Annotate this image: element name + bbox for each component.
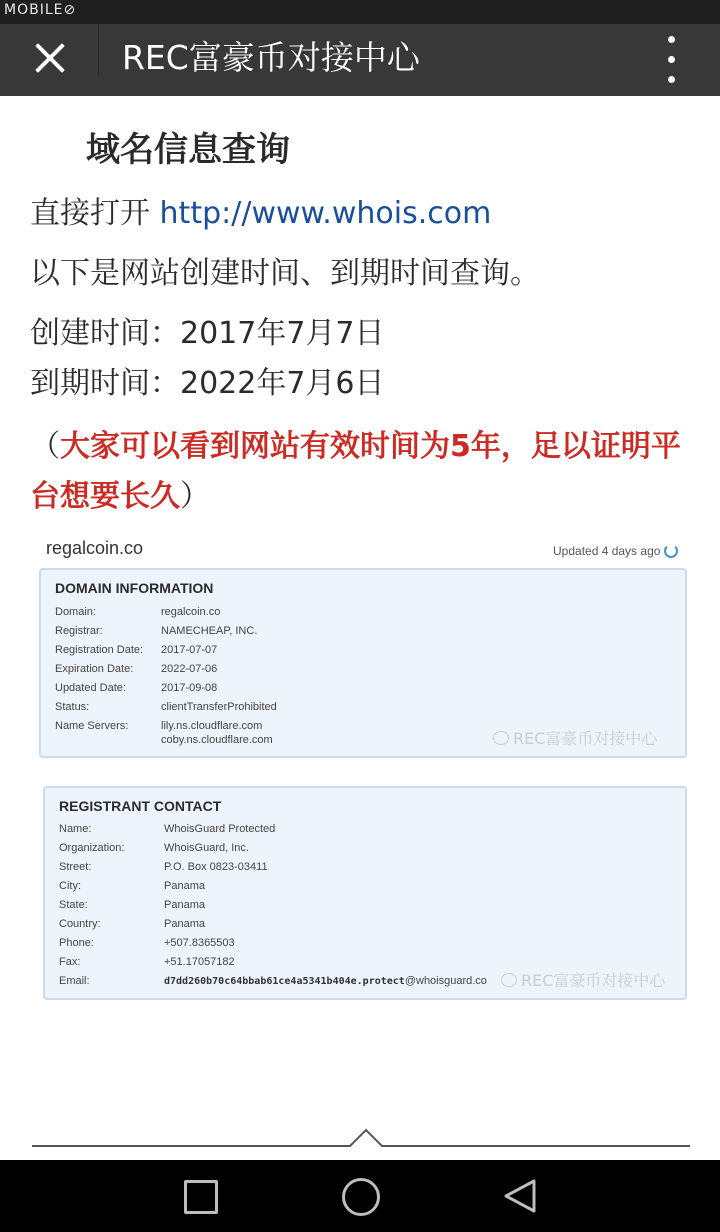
row-value: NAMECHEAP, INC.	[161, 625, 258, 637]
row-key: Fax:	[59, 956, 81, 968]
watermark-text: REC富豪币对接中心	[513, 729, 658, 748]
wechat-icon	[493, 731, 509, 745]
row-key: Status:	[55, 701, 90, 713]
row-key: Name Servers:	[55, 720, 129, 732]
article-heading: 域名信息查询	[86, 130, 290, 170]
article-body	[0, 96, 720, 1160]
highlight-note	[30, 422, 700, 522]
article-end-divider	[32, 1126, 690, 1156]
row-value: P.O. Box 0823-03411	[164, 861, 268, 873]
status-bar	[0, 0, 720, 24]
note-close-paren: ）	[180, 479, 210, 514]
wechat-watermark	[493, 726, 657, 749]
wechat-watermark	[501, 968, 665, 991]
back-icon[interactable]	[502, 1178, 538, 1214]
row-value: Panama	[164, 918, 205, 930]
row-key: Name:	[59, 823, 92, 835]
refresh-icon	[664, 544, 678, 558]
row-value: WhoisGuard, Inc.	[164, 842, 249, 854]
row-key: Organization:	[59, 842, 125, 854]
row-value: Panama	[164, 899, 205, 911]
recent-apps-icon[interactable]	[184, 1180, 218, 1214]
registrant-card	[43, 786, 687, 1000]
note-red-text: 大家可以看到网站有效时间为5年，足以证明平台想要长久	[30, 429, 681, 514]
row-key: Registration Date:	[55, 644, 144, 656]
watermark-text: REC富豪币对接中心	[521, 971, 666, 990]
email-hash: d7dd260b70c64bbab61ce4a5341b404e.protect	[164, 976, 405, 987]
row-value: clientTransferProhibited	[161, 701, 277, 713]
row-value: WhoisGuard Protected	[164, 823, 276, 835]
home-icon[interactable]	[342, 1178, 380, 1216]
row-value-secondary: coby.ns.cloudflare.com	[161, 734, 273, 746]
row-value: Panama	[164, 880, 205, 892]
row-value: lily.ns.cloudflare.com	[161, 720, 263, 732]
row-key: Expiration Date:	[55, 663, 134, 675]
row-key: Email:	[59, 975, 90, 987]
status-watermark: MOBILE⊘	[4, 2, 77, 18]
more-vertical-icon[interactable]	[656, 30, 686, 90]
created-date: 创建时间：2017年7月7日	[30, 316, 385, 351]
instruction-prefix: 直接打开	[30, 196, 160, 231]
row-key: State:	[59, 899, 88, 911]
domain-info-title: DOMAIN INFORMATION	[55, 580, 214, 596]
row-key: City:	[59, 880, 81, 892]
whois-instruction	[30, 192, 491, 236]
row-value	[164, 975, 487, 987]
domain-info-card	[39, 568, 687, 758]
system-nav-bar	[0, 1160, 720, 1232]
row-value: +51.17057182	[164, 956, 235, 968]
row-key: Phone:	[59, 937, 94, 949]
app-header	[0, 24, 720, 96]
row-value: 2017-07-07	[161, 644, 218, 656]
email-domain: @whoisguard.co	[404, 975, 487, 987]
row-value: 2017-09-08	[161, 682, 218, 694]
expiry-date: 到期时间：2022年7月6日	[30, 366, 385, 401]
row-value: regalcoin.co	[161, 606, 221, 618]
whois-link[interactable]: http://www.whois.com	[159, 196, 492, 231]
row-key: Registrar:	[55, 625, 103, 637]
row-key: Country:	[59, 918, 101, 930]
wechat-icon	[501, 973, 517, 987]
whois-updated: Updated 4 days ago	[553, 544, 661, 558]
row-key: Updated Date:	[55, 682, 126, 694]
whois-domain-name: regalcoin.co	[46, 538, 144, 558]
row-key: Street:	[59, 861, 92, 873]
header-divider	[98, 24, 99, 76]
page-title: REC富豪币对接中心	[122, 38, 420, 77]
note-open-paren: （	[30, 429, 60, 464]
query-description: 以下是网站创建时间、到期时间查询。	[30, 256, 540, 291]
registrant-title: REGISTRANT CONTACT	[59, 798, 222, 814]
row-key: Domain:	[55, 606, 96, 618]
row-value: +507.8365503	[164, 937, 235, 949]
close-icon[interactable]	[28, 36, 72, 80]
row-value: 2022-07-06	[161, 663, 218, 675]
